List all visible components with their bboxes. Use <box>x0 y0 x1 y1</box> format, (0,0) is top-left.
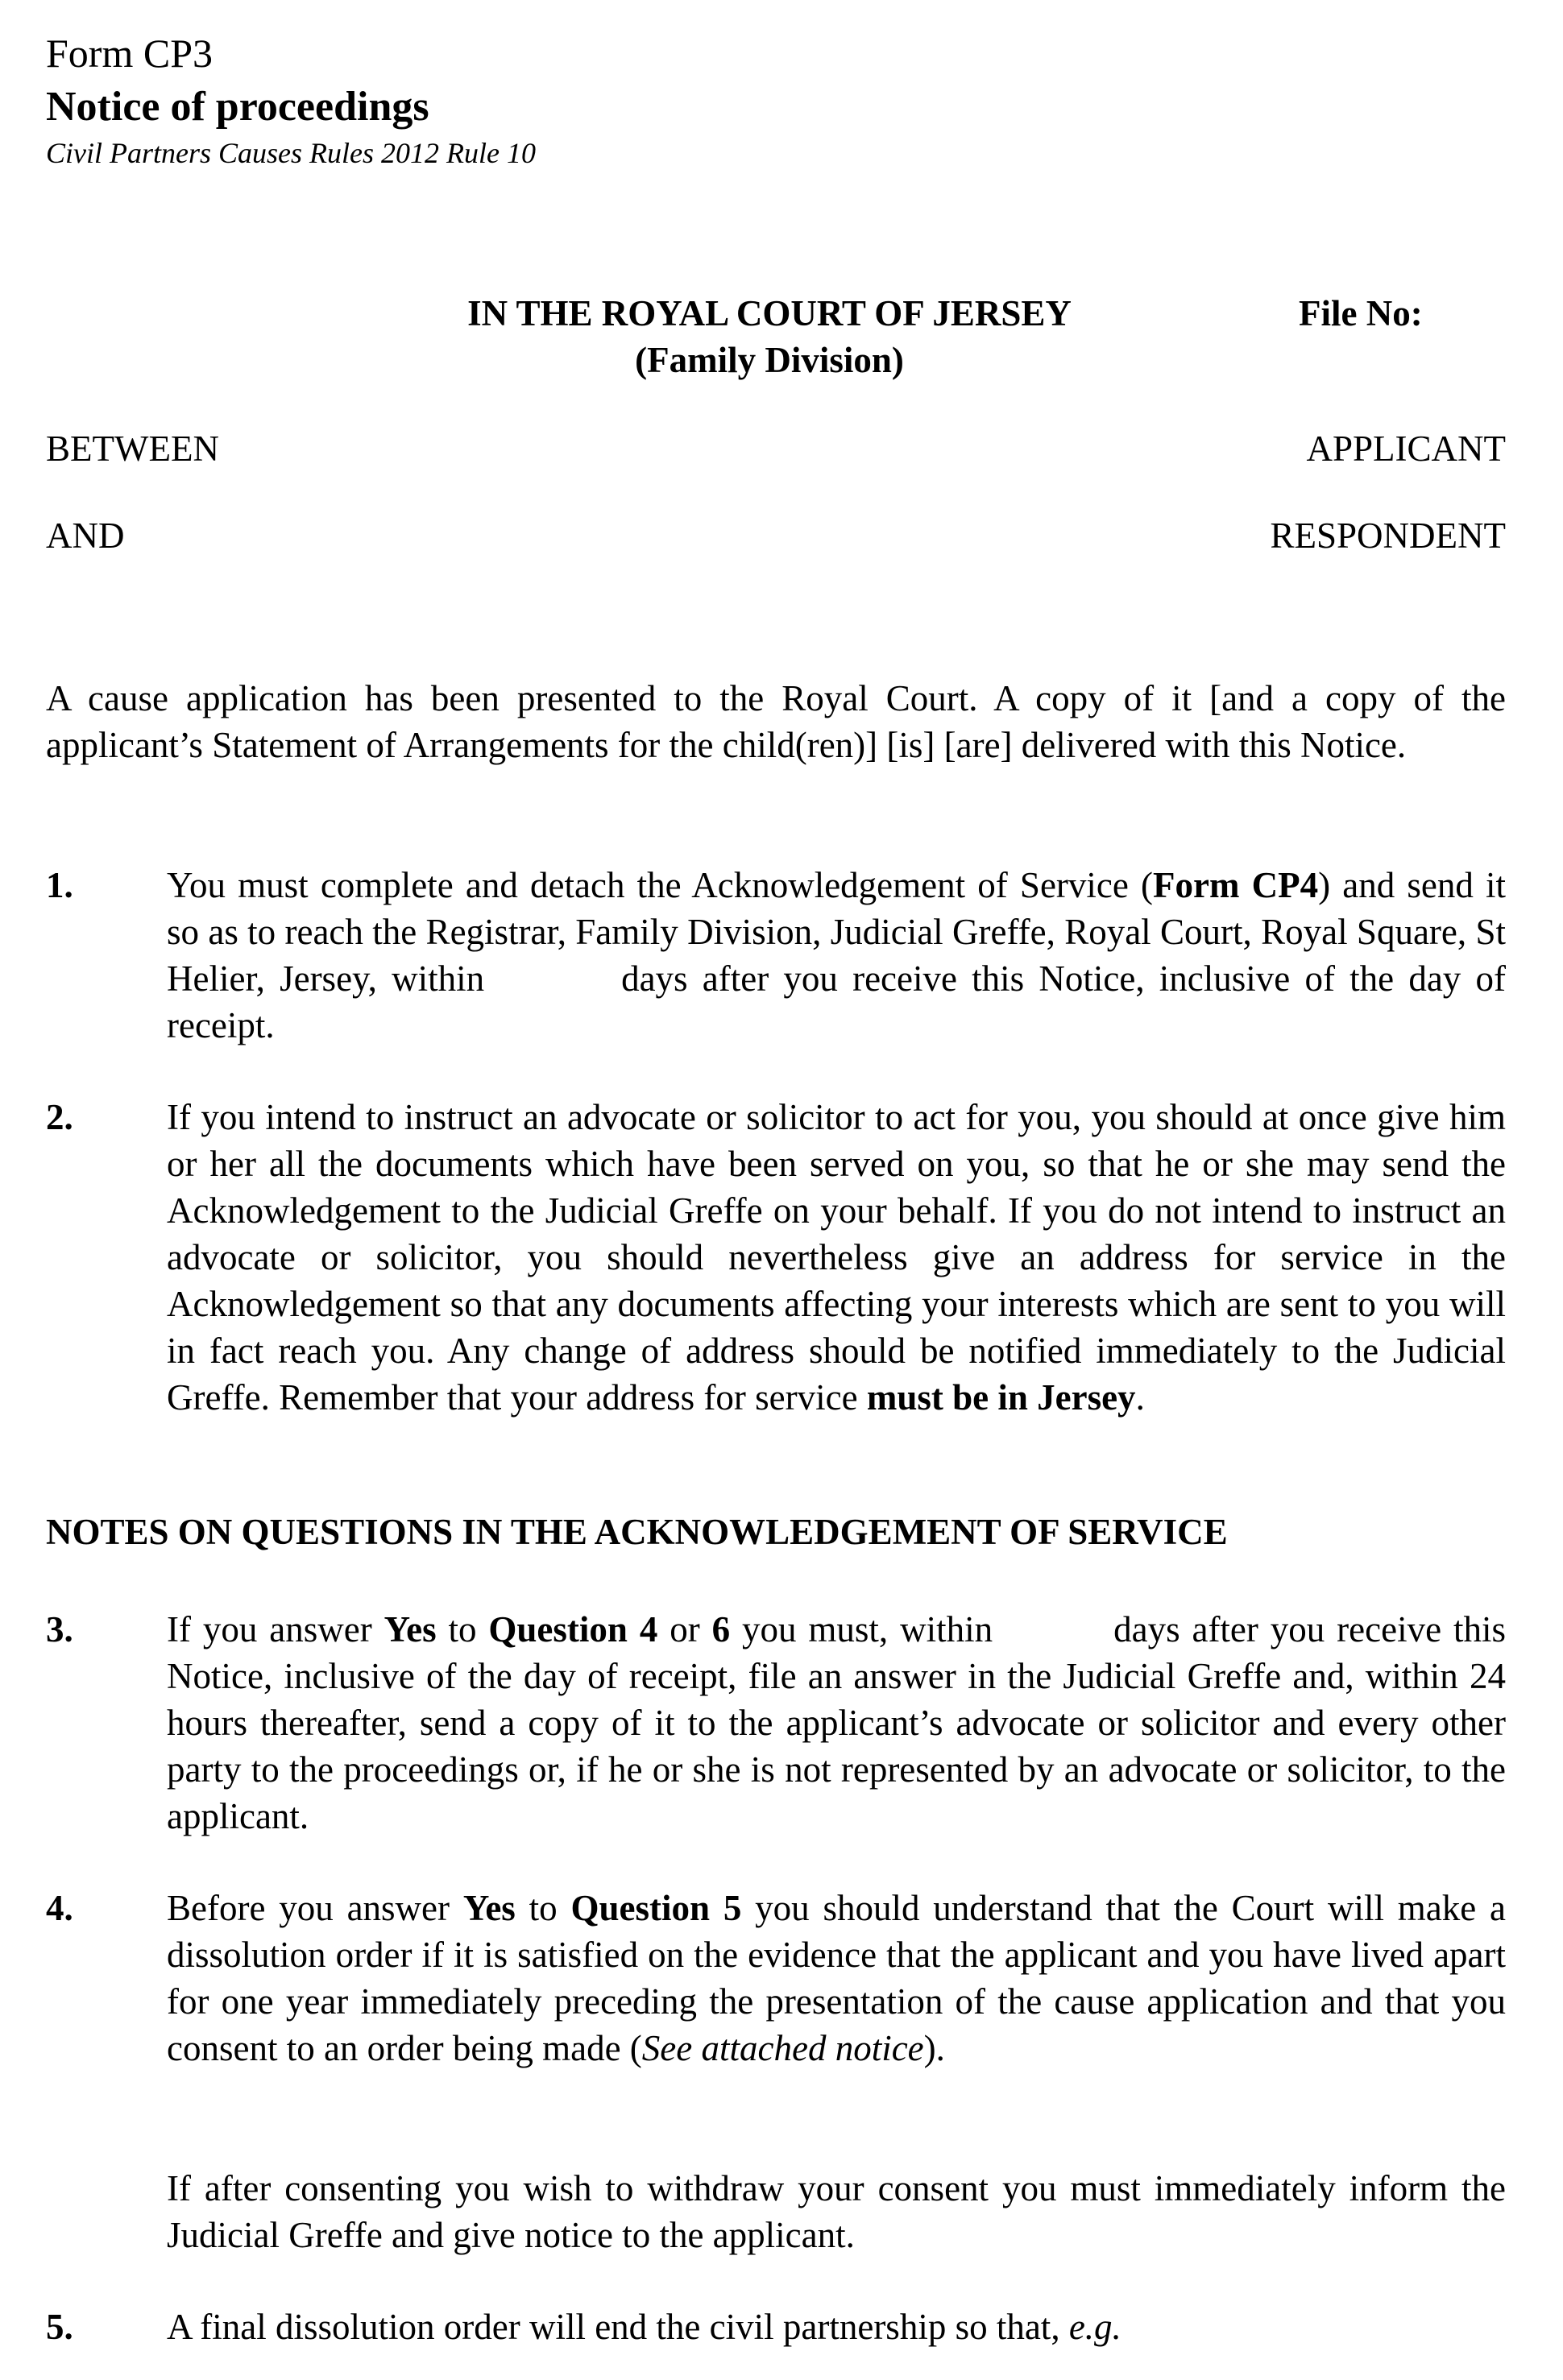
item-text: If you intend to instruct an advocate or solicitor to act for you, you should at once give him or her all the documents which have been served on you, so that he or she may send the Acknowledgement to the Judicial Greffe on your behalf. If you do not intend to instruct an advocate or solicitor, you should nevertheless give an address for service in the Acknowledgement so that any documents affecting your interests which are sent to you will in fact reach you. Any change of address should be notified immediately to the Judicial Greffe. Remember that your address for service must be in Jersey. <box>167 1097 1506 1418</box>
document-title: Notice of proceedings <box>46 84 429 130</box>
item-text: Before you answer Yes to Question 5 you should understand that the Court will make a dissolution order if it is satisfied on the evidence that the applicant and you have lived apart for one year immediately preceding the presentation of the cause application and that you consent to an order being made (See attached notice). <box>167 1888 1507 2068</box>
court-heading <box>346 290 1192 383</box>
item-text: A final dissolution order will end the civil partnership so that, e.g. <box>167 2307 1121 2347</box>
applicant-label: APPLICANT <box>1306 428 1506 469</box>
item-text: You must complete and detach the Acknowledgement of Service (Form CP4) and send it so as to reach the Registrar, Family Division, Judicial Greffe, Royal Court, Royal Square, St Helier, Jersey, within days after you receive this Notice, inclusive of the day of receipt. <box>167 865 1507 1045</box>
file-number-label: File No: <box>1299 293 1423 333</box>
item-number: 5. <box>46 2307 73 2347</box>
court-name: IN THE ROYAL COURT OF JERSEY <box>467 293 1072 333</box>
notes-heading: NOTES ON QUESTIONS IN THE ACKNOWLEDGEMENT OF SERVICE <box>46 1512 1228 1552</box>
and-label: AND <box>46 515 125 556</box>
item-number: 2. <box>46 1097 73 1137</box>
item-text-second-paragraph: If after consenting you wish to withdraw your consent you must immediately inform the Judicial Greffe and give notice to the applicant. <box>167 2168 1506 2255</box>
court-division: (Family Division) <box>635 340 904 380</box>
item-text: If you answer Yes to Question 4 or 6 you must, within days after you receive this Notice, inclusive of the day of receipt, file an answer in the Judicial Greffe and, within 24 hours thereafter, send a copy of it to the applicant’s advocate or solicitor and every other party to the proceedings or, if he or she is not represented by an advocate or solicitor, to the applicant. <box>167 1609 1506 1836</box>
between-label: BETWEEN <box>46 428 219 469</box>
item-number: 4. <box>46 1888 73 1928</box>
respondent-label: RESPONDENT <box>1270 515 1506 556</box>
rule-reference: Civil Partners Causes Rules 2012 Rule 10 <box>46 137 536 169</box>
item-number: 1. <box>46 865 73 905</box>
form-number: Form CP3 <box>46 31 214 76</box>
intro-paragraph: A cause application has been presented to the Royal Court. A copy of it [and a copy of the applicant’s Statement of Arrangements for the child(ren)] [is] [are] delivered with this Notice. <box>46 678 1506 765</box>
item-number: 3. <box>46 1609 73 1649</box>
